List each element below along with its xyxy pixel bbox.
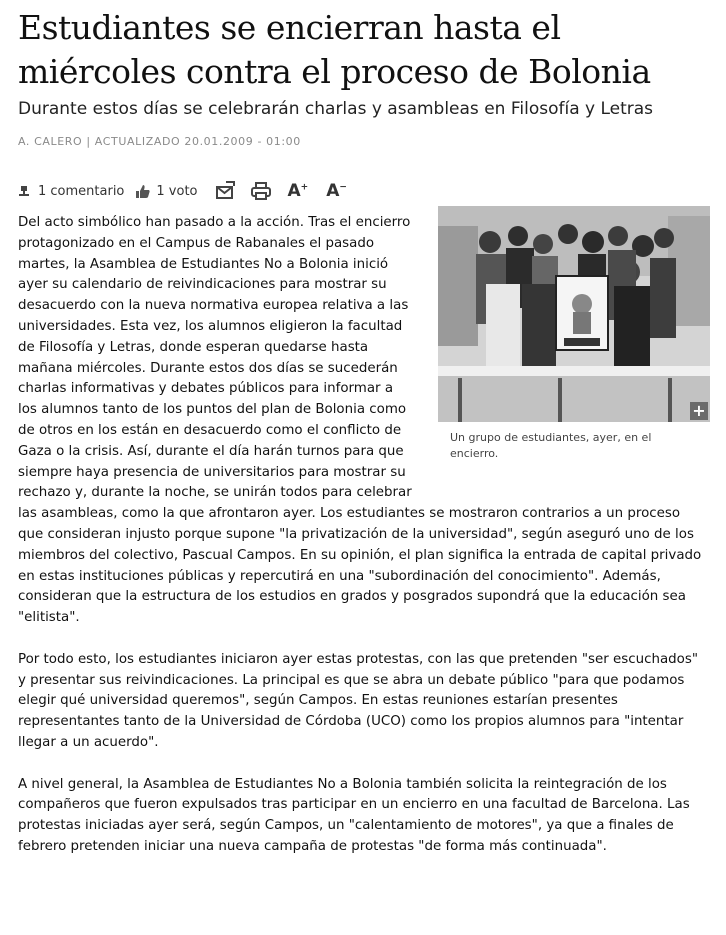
votes-count: 1 voto — [156, 183, 198, 199]
article-body — [18, 213, 708, 879]
thumbs-up-icon — [134, 182, 152, 200]
article-byline: A. CALERO | ACTUALIZADO 20.01.2009 - 01:00 — [18, 135, 301, 148]
font-decrease-icon: A− — [326, 181, 347, 201]
article-headline: Estudiantes se encierran hasta el miércoles contra el proceso de Bolonia — [18, 8, 651, 91]
vote-button[interactable] — [134, 182, 197, 200]
article-subheadline: Durante estos días se celebrarán charlas y asambleas en Filosofía y Letras — [18, 99, 654, 119]
figure-spacer — [416, 213, 708, 503]
photo-caption: Un grupo de estudiantes, ayer, en el encierro. — [450, 431, 652, 460]
article-toolbar — [18, 178, 357, 204]
comment-icon — [18, 183, 34, 199]
article-paragraph: Del acto simbólico han pasado a la acción. Tras el encierro protagonizado en el Campus de Rabanales el pasado martes, la Asamblea de Estudiantes No a Bolonia inició ayer su calendario de reivindicaciones para mostrar su desacuerdo con la nueva normativa europea relativa a las universidades. Esta vez, los alumnos eligieron la facultad de Filosofía y Letras, donde esperan quedarse hasta mañana miércoles. Durante estos dos días se sucederán charlas informativas y debates públicos para informar a los alumnos tanto de los puntos del plan de Bolonia como de otros en los están en desacuerdo como el conflicto de Gaza o la crisis. Así, durante el día harán turnos para que siempre haya presencia de universitarios para mostrar su rechazo y, durante la noche, se unirán todos para celebrar las asambleas, como la que afrontaron ayer. Los estudiantes se mostraron contrarios a un proceso que consideran injusto porque supone "la privatización de la universidad", según aseguró uno de los miembros del colectivo, Pascual Campos. En su opinión, el plan significa la entrada de capital privado en estas instituciones públicas y repercutirá en una "subordinación del conocimiento". Además, consideran que la estructura de los estudios en grados y posgrados supondrá que la educación sea "elitista". — [18, 215, 702, 626]
comments-count: 1 comentario — [38, 183, 125, 199]
expand-image-button[interactable]: + — [690, 402, 708, 420]
article-paragraph: A nivel general, la Asamblea de Estudiantes No a Bolonia también solicita la reintegración de los compañeros que fueron expulsados tras participar en un encierro en una facultad de Barcelona. Las protestas iniciadas ayer será, según Campos, un "calentamiento de motores", ya que a finales de febrero pretenden iniciar una nueva campaña de protestas "de forma más continuada". — [18, 776, 690, 854]
send-icon — [214, 181, 236, 201]
article-paragraph: Por todo esto, los estudiantes iniciaron ayer estas protestas, con las que pretenden "ser escuchados" y presentar sus reivindicaciones. La principal es que se abra un debate público "para que podamos elegir qué universidad queremos", según Campos. En estas reuniones estarían presentes representantes tanto de la Universidad de Córdoba (UCO) como los propios alumnos para "intentar llegar a un acuerdo". — [18, 651, 698, 750]
print-icon — [250, 181, 272, 201]
font-increase-button[interactable] — [288, 181, 309, 201]
send-button[interactable] — [214, 181, 236, 201]
comments-link[interactable] — [18, 183, 124, 199]
font-decrease-button[interactable] — [326, 181, 347, 201]
font-increase-icon: A+ — [287, 181, 309, 201]
print-button[interactable] — [250, 181, 272, 201]
